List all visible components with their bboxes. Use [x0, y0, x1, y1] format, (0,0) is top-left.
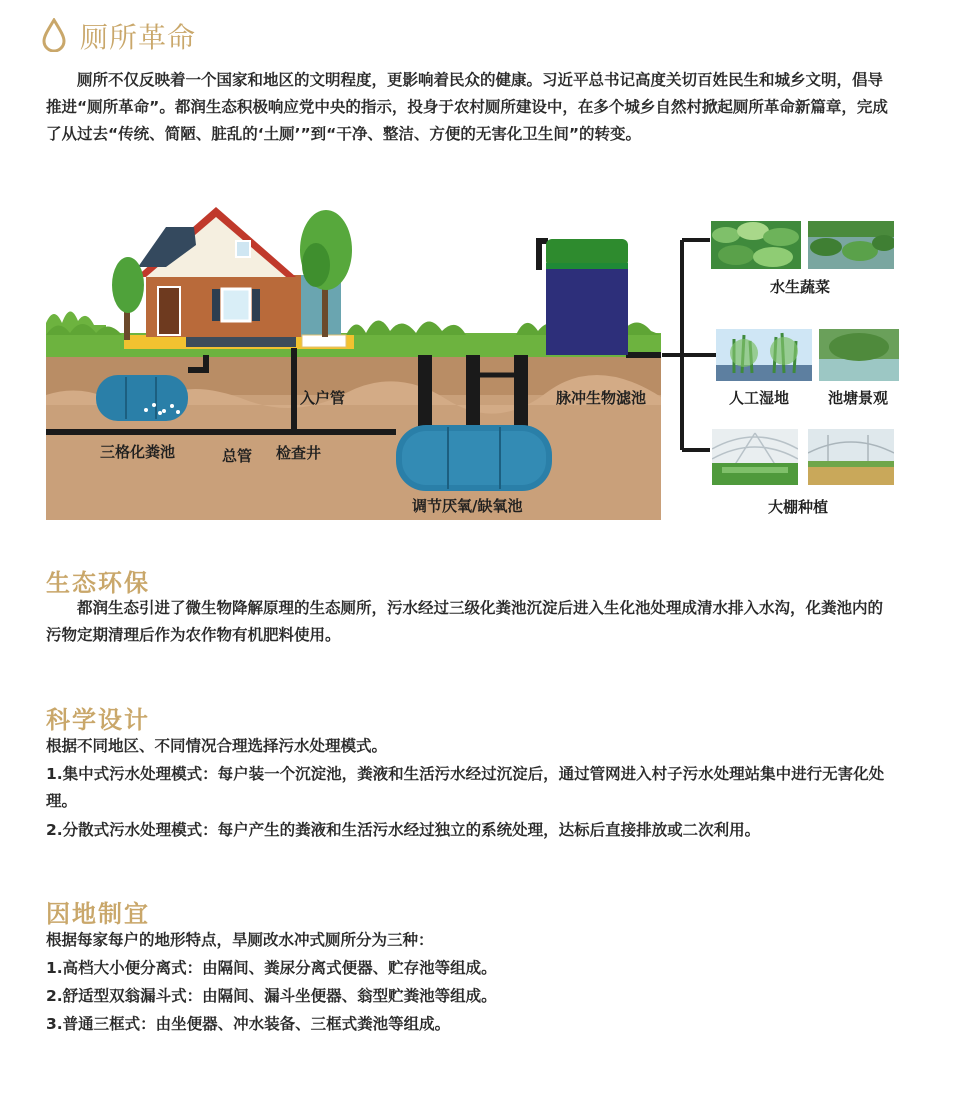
pond-photo	[819, 329, 899, 381]
label-aquatic-vegetables: 水生蔬菜	[770, 278, 831, 296]
label-bio-filter: 脉冲生物滤池	[556, 389, 647, 407]
anaerobic-tank	[396, 425, 552, 491]
label-septic-tank: 三格化粪池	[100, 443, 176, 461]
design-intro: 根据不同地区、不同情况合理选择污水处理模式。	[46, 737, 388, 755]
bio-filter-tower	[546, 239, 628, 355]
label-inspection-well: 检查井	[276, 444, 322, 462]
local-intro: 根据每家每户的地形特点，旱厕改水冲式厕所分为三种：	[46, 931, 434, 949]
design-item-1: 1.集中式污水处理模式：每户装一个沉淀池，粪液和生活污水经过沉淀后，通过管网进入村子污水处理站集中进行无害化处理。	[46, 765, 885, 810]
label-greenhouse: 大棚种植	[768, 498, 829, 516]
septic-tank	[96, 375, 188, 421]
water-drop-icon	[42, 18, 66, 52]
local-item-3: 3.普通三框式：由坐便器、冲水装备、三框式粪池等组成。	[46, 1015, 451, 1033]
intro-paragraph: 厕所不仅反映着一个国家和地区的文明程度，更影响着民众的健康。习近平总书记高度关切百姓民生和城乡文明，倡导推进“厕所革命”。都润生态积极响应党中央的指示，投身于农村厕所建设中，在多个城乡自然村掀起厕所革命新篇章，完成了从过去“传统、简陋、脏乱的‘土厕’”到“干净、整洁、方便的无害化卫生间”的转变。	[46, 71, 888, 143]
sewage-system-diagram	[46, 205, 661, 520]
greenhouse-photo-2	[808, 429, 894, 485]
section-title-design: 科学设计	[46, 706, 150, 734]
design-item-2: 2.分散式污水处理模式：每户产生的粪液和生活污水经过独立的系统处理，达标后直接排放或二次利用。	[46, 821, 761, 839]
aquatic-vegetable-photo-2	[808, 221, 894, 269]
greenhouse-photo-1	[712, 429, 798, 485]
local-item-1: 1.高档大小便分离式：由隔间、粪尿分离式便器、贮存池等组成。	[46, 959, 497, 977]
section-title-local: 因地制宜	[46, 900, 150, 928]
wetland-photo	[716, 329, 812, 381]
label-inlet-pipe: 入户管	[300, 389, 346, 407]
eco-paragraph: 都润生态引进了微生物降解原理的生态厕所，污水经过三级化粪池沉淀后进入生化池处理成清水排入水沟，化粪池内的污物定期清理后作为农作物有机肥料使用。	[46, 599, 884, 644]
inspection-well	[418, 355, 432, 427]
label-main-pipe: 总管	[222, 447, 253, 465]
label-anaerobic-tank: 调节厌氧/缺氧池	[412, 497, 523, 515]
aquatic-vegetable-photo-1	[711, 221, 801, 269]
section-title-eco: 生态环保	[46, 569, 150, 597]
label-wetland: 人工湿地	[729, 389, 790, 407]
page-title: 厕所革命	[80, 21, 197, 54]
local-item-2: 2.舒适型双翁漏斗式：由隔间、漏斗坐便器、翁型贮粪池等组成。	[46, 987, 497, 1005]
label-pond: 池塘景观	[828, 389, 889, 407]
